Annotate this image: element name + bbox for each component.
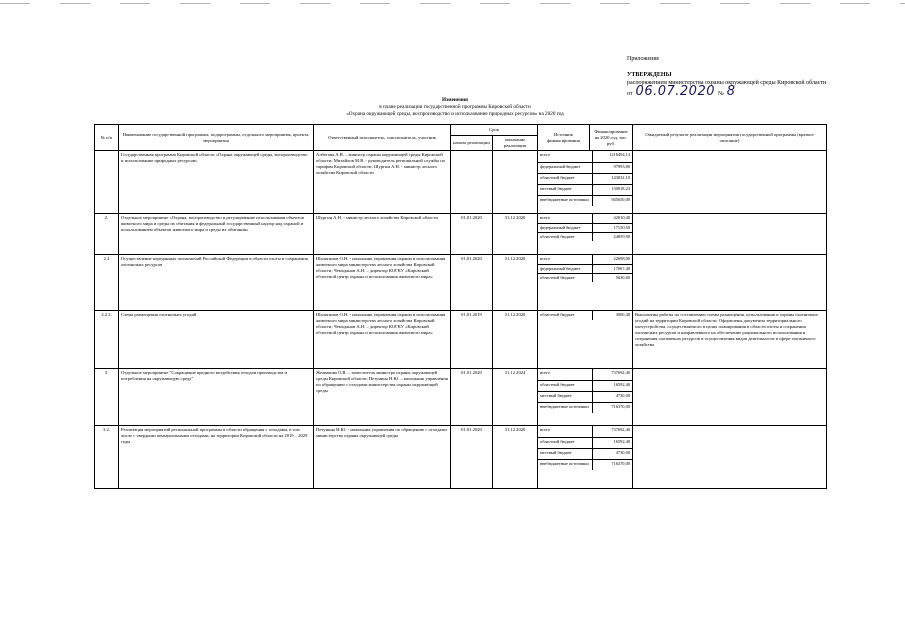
row-result — [633, 426, 827, 489]
source-label: всего — [538, 151, 593, 162]
row-result — [633, 214, 827, 255]
row-executor: Шургин А.Н. - министр лесного хозяйства Кировской области — [314, 214, 451, 255]
approved-label: УТВЕРЖДЕНЫ — [627, 72, 672, 78]
source-label: областной бюджет — [538, 173, 593, 184]
date-line — [627, 84, 826, 99]
title-line-3: «Охрана окружающей среды, воспроизводство и использование природных ресурсов» на 2020 год — [346, 111, 564, 117]
header-start: начала реализации — [451, 136, 493, 151]
source-label: областной бюджет — [540, 233, 575, 239]
number-prefix: № — [717, 91, 724, 97]
date-prefix: от — [627, 91, 633, 97]
row-start — [451, 151, 493, 214]
row-result — [633, 151, 827, 214]
source-value: 17067,40 — [593, 264, 632, 273]
order-text: распоряжением министерства охраны окружающей среды Кировской области — [627, 80, 827, 86]
source-label: всего — [538, 214, 593, 223]
row-financing — [538, 369, 633, 426]
source-value: 1216494,14 — [593, 151, 632, 162]
financing-line — [538, 195, 632, 206]
row-executor: Шалагинов О.Н. - начальник управления охраны и использования животного мира министерства лесного хозяйства Кировской области; Чемоданов А.Н. – директор КОГКУ «Кировский областной центр охраны и использования животного мира» — [314, 311, 451, 369]
source-label: местный бюджет — [538, 448, 593, 459]
row-start: 01.01.2020 — [451, 255, 493, 311]
financing-line — [538, 402, 632, 413]
source-label: всего — [538, 426, 593, 437]
source-value: 143032,10 — [593, 173, 632, 184]
financing-line — [538, 448, 632, 459]
row-result — [633, 255, 827, 311]
table-row — [95, 426, 827, 489]
financing-line — [538, 173, 632, 184]
financing-line — [538, 369, 632, 380]
source-label: областной бюджет — [540, 312, 575, 317]
header-end: окончание реализации — [493, 136, 538, 151]
source-label: федеральный бюджет — [538, 264, 593, 273]
financing-line — [538, 223, 632, 232]
source-label: областной бюджет — [540, 274, 575, 280]
row-executor: Петунина Н.Ю. - начальник управления по обращению с отходами министерства охраны окружающей среды — [314, 426, 451, 489]
source-value: 4730,00 — [593, 448, 632, 459]
financing-line — [538, 162, 632, 173]
row-num: 2.2.2. — [95, 311, 119, 369]
row-result — [633, 369, 827, 426]
row-start: 01.01.2020 — [451, 426, 493, 489]
row-name: Государственная программа Кировской области «Охрана окружающей среды, воспроизводство и использование природных ресурсов» — [119, 151, 314, 214]
row-num: 2. — [95, 214, 119, 255]
source-label: внебюджетные источники — [540, 403, 589, 409]
financing-line — [538, 273, 632, 282]
row-name: Осуществление переданных полномочий Российской Федерации в области охоты и сохранения охотничьих ресурсов — [119, 255, 314, 311]
financing-line — [538, 437, 632, 448]
header-executor: Ответственный исполнитель, соисполнитель, участник — [314, 125, 451, 151]
financing-line — [538, 311, 632, 320]
row-financing — [538, 426, 633, 489]
financing-line — [538, 232, 632, 241]
source-label: федеральный бюджет — [538, 223, 593, 232]
table-row — [95, 255, 827, 311]
source-label: областной бюджет — [538, 437, 593, 448]
source-value: 22698,00 — [593, 255, 632, 264]
source-label: местный бюджет — [538, 391, 593, 402]
financing-line — [538, 264, 632, 273]
financing-line — [538, 255, 632, 264]
header-name: Наименование государственной программы, подпрограммы, отдельного мероприятия, проекта, мероприятия — [119, 125, 314, 151]
source-value: 716370,00 — [593, 459, 632, 470]
row-end: 31.12.2020 — [493, 426, 538, 489]
source-value: 97993,80 — [593, 162, 632, 173]
financing-line — [538, 151, 632, 162]
source-value: 5630,60 — [593, 273, 632, 282]
header-source: Источник финансирования — [538, 125, 590, 151]
source-label: внебюджетные источники — [540, 460, 589, 466]
row-end — [493, 151, 538, 214]
row-executor: Желвакова О.В. – заместитель министра охраны окружающей среды Кировской области; Петунина Н.Ю. – начальник управления по обращению с отходами министерства охраны окружающей среды — [314, 369, 451, 426]
appendix-label: Приложение — [627, 56, 660, 62]
financing-line — [538, 184, 632, 195]
handwritten-date: 06.07.2020 — [635, 84, 715, 99]
header-result: Ожидаемый результат реализации мероприятия государственной программы (краткое описание) — [633, 125, 827, 151]
row-end: 31.12.2024 — [493, 369, 538, 426]
source-value: 945650,00 — [593, 195, 632, 206]
financing-line — [538, 380, 632, 391]
row-executor: Шалагинов О.Н. - начальник управления охраны и использования животного мира министерства лесного хозяйства Кировской области; Чемоданов А.Н. – директор КОГКУ «Кировский областной центр охраны и использования животного мира» — [314, 255, 451, 311]
row-end: 31.12.2020 — [493, 311, 538, 369]
row-name: Реализация мероприятий региональной программы в области обращения с отходами, в том числе с твердыми коммунальными отходами, на территории Кировской области на 2019 – 2029 годы — [119, 426, 314, 489]
source-label: внебюджетные источники — [540, 196, 589, 202]
row-financing — [538, 151, 633, 214]
handwritten-number: 8 — [726, 84, 736, 99]
source-label: местный бюджет — [538, 184, 593, 195]
title-line-1: Изменения — [442, 97, 468, 103]
title-line-2: в плане реализации государственной программы Кировской области — [379, 104, 531, 110]
table-row — [95, 214, 827, 255]
row-end: 31.12.2020 — [493, 255, 538, 311]
source-label: федеральный бюджет — [538, 162, 593, 173]
row-name: Схема размещения охотничьих угодий — [119, 311, 314, 369]
source-value: 3000,40 — [593, 311, 632, 320]
source-label: всего — [538, 369, 593, 380]
header-term: Срок — [451, 125, 538, 136]
plan-table — [94, 124, 827, 489]
source-value: 42010,40 — [593, 214, 632, 223]
row-start: 01.01.2020 — [451, 369, 493, 426]
row-name: Отдельное мероприятие "Сокращение вредного воздействия отходов производства и потребления на окружающую среду" — [119, 369, 314, 426]
source-value: 737692,40 — [593, 426, 632, 437]
financing-line — [538, 391, 632, 402]
table-row — [95, 311, 827, 369]
header-finance: Финансирование на 2020 год, тыс. руб. — [590, 125, 633, 151]
row-executor: Албегова А.В. – министр охраны окружающей среды Кировской области; Михайлов М.В. - руководитель региональной службы по тарифам Кировской области; Шургин А.Н. - министр лесного хозяйства Кировской области — [314, 151, 451, 214]
source-value: 130818,24 — [593, 184, 632, 195]
row-name: Отдельное мероприятие «Охрана, воспроизводство и регулирование использования объектов животного мира и среды их обитания и федеральный государственный надзор над охраной и использованием объектов животного мира и среды их обитания» — [119, 214, 314, 255]
row-end: 31.12.2020 — [493, 214, 538, 255]
row-start: 01.01.2019 — [451, 311, 493, 369]
row-financing — [538, 255, 633, 311]
financing-line — [538, 459, 632, 470]
source-value: 716370,00 — [593, 402, 632, 413]
row-num — [95, 151, 119, 214]
row-financing — [538, 214, 633, 255]
approval-block — [627, 55, 826, 98]
source-value: 737692,40 — [593, 369, 632, 380]
table-row — [95, 151, 827, 214]
document-title — [330, 97, 580, 118]
row-start: 01.01.2020 — [451, 214, 493, 255]
financing-line — [538, 426, 632, 437]
header-num: № п/п — [95, 125, 119, 151]
source-label: областной бюджет — [538, 380, 593, 391]
row-num: 2.2 — [95, 255, 119, 311]
row-result: Выполнены работы по составлению схемы размещения, использования и охраны охотничьих угодий на территории Кировской области. Оформлены документы территориального охотустройства, осуществляемого в целях планирования в области охоты и сохранения охотничьих ресурсов и направленного на обеспечение рационального использования и сохранения охотничьих ресурсов и осуществления видов деятельности в сфере охотничьего хозяйства — [633, 311, 827, 369]
row-num: 3. — [95, 369, 119, 426]
source-value: 24859,90 — [593, 232, 632, 241]
source-label: всего — [538, 255, 593, 264]
row-num: 3.2. — [95, 426, 119, 489]
source-value: 4730,00 — [593, 391, 632, 402]
table-row — [95, 369, 827, 426]
source-value: 16592,40 — [593, 380, 632, 391]
row-financing — [538, 311, 633, 369]
financing-line — [538, 214, 632, 223]
scan-top-edge — [0, 3, 905, 4]
source-value: 17150,50 — [593, 223, 632, 232]
source-value: 16592,40 — [593, 437, 632, 448]
